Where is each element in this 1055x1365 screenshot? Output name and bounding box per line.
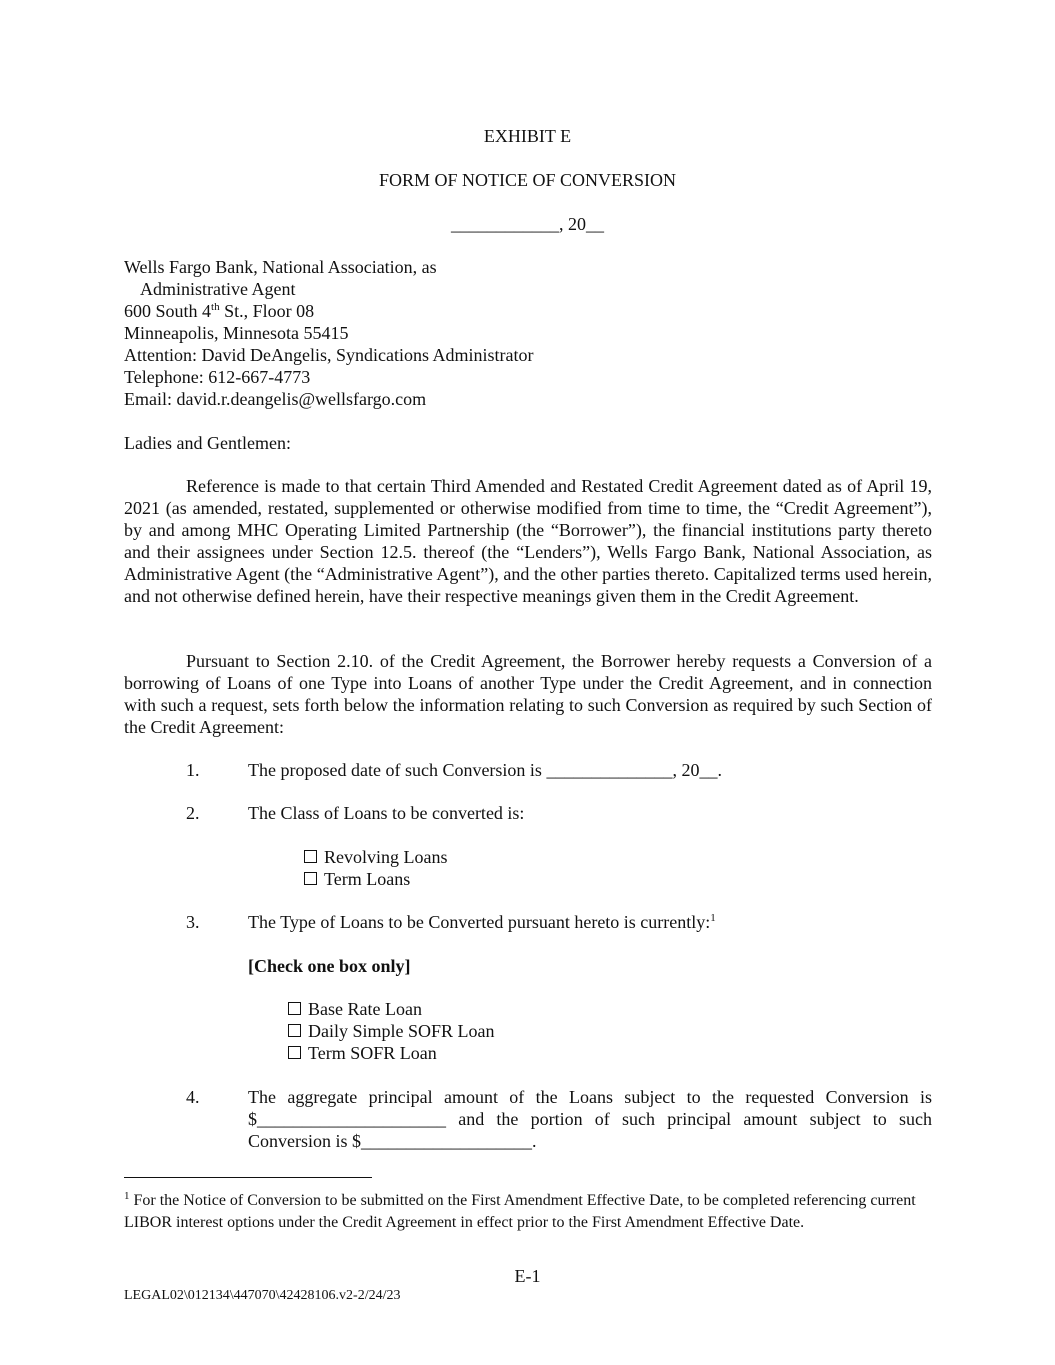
footnote-divider bbox=[124, 1177, 372, 1178]
document-title: FORM OF NOTICE OF CONVERSION bbox=[378, 170, 677, 190]
footnote-ref: 1 bbox=[710, 912, 716, 924]
checkbox-icon bbox=[288, 1024, 301, 1037]
exhibit-label: EXHIBIT E bbox=[483, 126, 572, 146]
option-daily-simple-sofr-loan: Daily Simple SOFR Loan bbox=[288, 1020, 495, 1042]
option-term-sofr-loan: Term SOFR Loan bbox=[288, 1042, 437, 1064]
address-line-2: Administrative Agent bbox=[140, 279, 296, 299]
document-id: LEGAL02\012134\447070\42428106.v2-2/24/23 bbox=[124, 1288, 401, 1303]
item-1-proposed-date: The proposed date of such Conversion is ______________, 20__. bbox=[248, 760, 722, 780]
checkbox-icon bbox=[288, 1002, 301, 1015]
checkbox-icon bbox=[304, 872, 317, 885]
check-one-note: [Check one box only] bbox=[248, 956, 411, 976]
salutation: Ladies and Gentlemen: bbox=[124, 433, 291, 453]
checkbox-icon bbox=[304, 850, 317, 863]
address-line-3: 600 South 4th St., Floor 08 bbox=[124, 301, 315, 321]
item-number-1: 1. bbox=[186, 760, 200, 780]
option-revolving-loans: Revolving Loans bbox=[304, 846, 448, 868]
attention-line: Attention: David DeAngelis, Syndications Administrator bbox=[124, 345, 534, 365]
option-base-rate-loan: Base Rate Loan bbox=[288, 998, 422, 1020]
checkbox-icon bbox=[288, 1046, 301, 1059]
paragraph-reference: Reference is made to that certain Third Amended and Restated Credit Agreement dated as of April 19, 2021 (as amended, restated, supplemented or otherwise modified from time to time, the “Credit Agreement”), by and among MHC Operating Limited Partnership (the “Borrower”), the financial institutions party thereto and their assignees under Section 12.5. thereof (the “Lenders”), Wells Fargo Bank, National Association, as Administrative Agent (the “Administrative Agent”), and the other parties thereto. Capitalized terms used herein, and not otherwise defined herein, have their respective meanings given them in the Credit Agreement. bbox=[124, 476, 932, 606]
item-number-4: 4. bbox=[186, 1087, 200, 1107]
address-line-1: Wells Fargo Bank, National Association, as bbox=[124, 257, 437, 277]
email-line: Email: david.r.deangelis@wellsfargo.com bbox=[124, 389, 427, 409]
page-number: E-1 bbox=[514, 1266, 541, 1286]
item-3-type: The Type of Loans to be Converted pursuant hereto is currently:$^1$ bbox=[248, 912, 716, 932]
telephone-line: Telephone: 612-667-4773 bbox=[124, 367, 311, 387]
paragraph-pursuant: Pursuant to Section 2.10. of the Credit Agreement, the Borrower hereby requests a Conversion of a borrowing of Loans of one Type into Loans of another Type under the Credit Agreement, and in connection with such a request, sets forth below the information relating to such Conversion as required by such Section of the Credit Agreement: bbox=[124, 651, 932, 737]
item-number-3: 3. bbox=[186, 912, 200, 932]
item-2-class: The Class of Loans to be converted is: bbox=[248, 803, 525, 823]
footnote: $^1$ For the Notice of Conversion to be submitted on the First Amendment Effective Date, to be completed referencing current LIBOR interest options under the Credit Agreement in effect prior to the First Amendment Effective Date. bbox=[124, 1190, 916, 1231]
item-4-line-2: $_____________________ and the portion of such principal amount subject to such bbox=[248, 1109, 932, 1129]
option-term-loans: Term Loans bbox=[304, 868, 410, 890]
item-4-line-1: The aggregate principal amount of the Loans subject to the requested Conversion is bbox=[248, 1087, 932, 1107]
address-line-4: Minneapolis, Minnesota 55415 bbox=[124, 323, 349, 343]
date-line: ____________, 20__ bbox=[451, 214, 604, 234]
item-4-line-3: Conversion is $___________________. bbox=[248, 1131, 537, 1151]
item-number-2: 2. bbox=[186, 803, 200, 823]
